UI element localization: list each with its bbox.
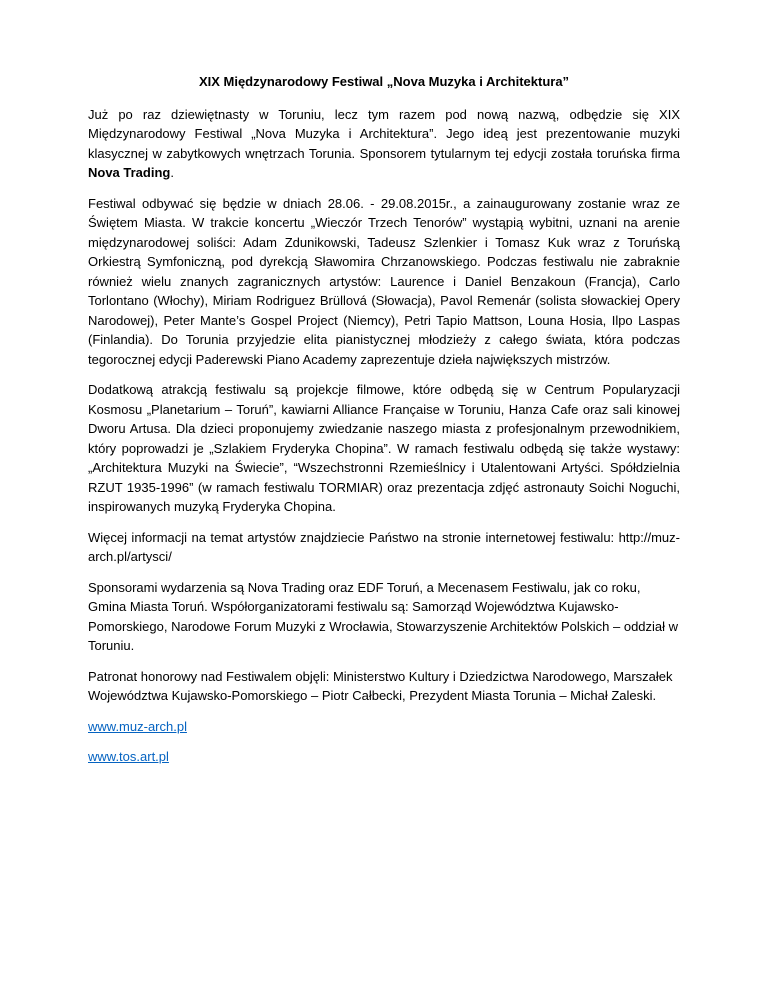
paragraph-intro-text: Już po raz dziewiętnasty w Toruniu, lecz tym razem pod nową nazwą, odbędzie się XIX Międzynarodowy Festiwal „Nova Muzyka i Architektura”. Jego ideą jest prezentowanie muzyki klasycznej w zabytkowych wnętrzach Torunia. Sponsorem tytularnym tej edycji została toruńska firma bbox=[88, 106, 680, 161]
paragraph-dates-artists: Festiwal odbywać się będzie w dniach 28.06. - 29.08.2015r., a zainaugurowany zostanie wraz ze Świętem Miasta. W trakcie koncertu „Wieczór Trzech Tenorów” wystąpią wybitni, uznani na arenie międzynarodowej soliści: Adam Zdunikowski, Tadeusz Szlenkier i Tomasz Kuk wraz z Toruńską Orkiestrą Symfoniczną, pod dyrekcją Sławomira Chrzanowskiego. Podczas festiwalu nie zabraknie również wielu znanych zagranicznych artystów: Laurence i Daniel Benzakoun (Francja), Carlo Torlontano (Włochy), Miriam Rodriguez Brüllová (Słowacja), Pavol Remenár (solista słowackiej Opery Narodowej), Peter Mante’s Gospel Project (Niemcy), Petri Tapio Mattson, Louna Hosia, Ilpo Laspas (Finlandia). Do Torunia przyjedzie elita pianistycznej młodzieży z całego świata, która podczas tegorocznej edycji Paderewski Piano Academy zaprezentuje dzieła największych mistrzów. bbox=[88, 195, 680, 367]
document-page bbox=[88, 72, 680, 778]
link-paragraph-2 bbox=[88, 747, 680, 767]
document-title: XIX Międzynarodowy Festiwal „Nova Muzyka i Architektura” bbox=[198, 74, 570, 89]
paragraph-more-info: Więcej informacji na temat artystów znajdziecie Państwo na stronie internetowej festiwalu: http://muz-arch.pl/artysci/ bbox=[88, 529, 680, 564]
link-paragraph-1 bbox=[88, 717, 680, 737]
paragraph-patronage: Patronat honorowy nad Festiwalem objęli: Ministerstwo Kultury i Dziedzictwa Narodowego, Marszałek Województwa Kujawsko-Pomorskiego – Piotr Całbecki, Prezydent Miasta Torunia – Michał Zaleski. bbox=[88, 668, 673, 703]
paragraph-sponsors: Sponsorami wydarzenia są Nova Trading oraz EDF Toruń, a Mecenasem Festiwalu, jak co roku, Gmina Miasta Toruń. Współorganizatorami festiwalu są: Samorząd Województwa Kujawsko-Pomorskiego, Narodowe Forum Muzyki z Wrocławia, Stowarzyszenie Architektów Polskich – oddział w Toruniu. bbox=[88, 579, 679, 653]
paragraph-attractions: Dodatkową atrakcją festiwalu są projekcje filmowe, które odbędą się w Centrum Popularyzacji Kosmosu „Planetarium – Toruń”, kawiarni Alliance Française w Toruniu, Hanza Cafe oraz sali kinowej Dworu Artusa. Dla dzieci proponujemy zwiedzanie naszego miasta z profesjonalnym przewodnikiem, który poprowadzi je „Szlakiem Fryderyka Chopina”. W ramach festiwalu odbędą się także wystawy: „Architektura Muzyki na Świecie”, “Wszechstronni Rzemieślnicy i Utalentowani Artyści. Spółdzielnia RZUT 1935-1996” (w ramach festiwalu TORMIAR) oraz prezentacja zdjęć astronauty Soichi Noguchi, inspirowanych muzyką Fryderyka Chopina. bbox=[88, 382, 680, 514]
link-tos-art[interactable]: www.tos.art.pl bbox=[88, 749, 169, 764]
link-muz-arch[interactable]: www.muz-arch.pl bbox=[88, 718, 187, 734]
paragraph-intro bbox=[88, 105, 680, 183]
sponsor-name: Nova Trading bbox=[88, 165, 171, 180]
paragraph-intro-end: . bbox=[170, 165, 174, 180]
